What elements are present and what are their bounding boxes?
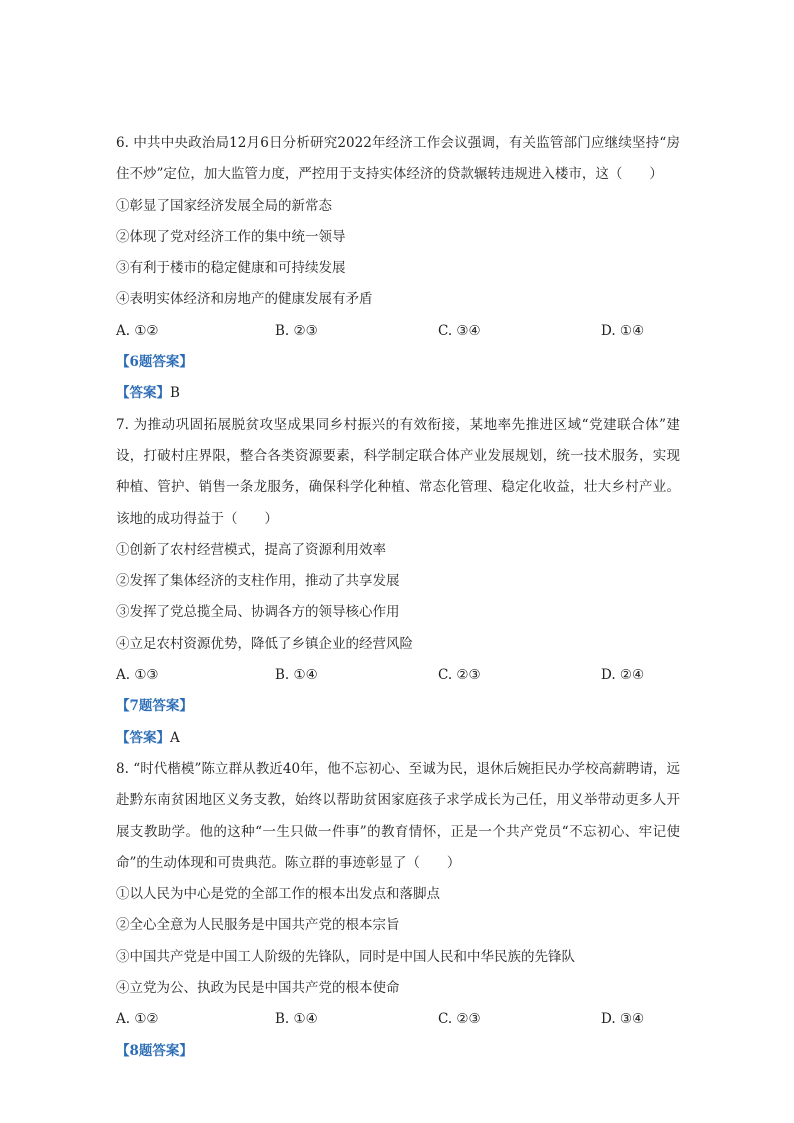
answer-title: 【8题答案】 — [116, 1042, 193, 1059]
option-c: C. ②③ — [438, 667, 481, 684]
answer-line — [116, 723, 680, 754]
statement-item: ④表明实体经济和房地产的健康发展有矛盾 — [116, 291, 373, 308]
question-8 — [116, 754, 680, 1067]
question-7 — [116, 410, 680, 754]
answer-label: 【答案】 — [116, 729, 170, 746]
option-b: B. ②③ — [275, 322, 318, 339]
option-a: A. ①② — [116, 1011, 159, 1028]
options-row — [116, 660, 680, 691]
statement-item: ①创新了农村经营模式，提高了资源利用效率 — [116, 541, 386, 558]
statement-item: ③发挥了党总揽全局、协调各方的领导核心作用 — [116, 604, 400, 621]
option-c: C. ③④ — [438, 322, 481, 339]
statement-item: ②发挥了集体经济的支柱作用，推动了共享发展 — [116, 573, 400, 590]
options-row — [116, 316, 680, 347]
statement-item: ②全心全意为人民服务是中国共产党的根本宗旨 — [116, 917, 400, 934]
question-stem: 7. 为推动巩固拓展脱贫攻坚成果同乡村振兴的有效衔接，某地率先推进区域“党建联合体”建设，打破村庄界限，整合各类资源要素，科学制定联合体产业发展规划，统一技术服务，实现种植、管护、销售一条龙服务，确保科学化种植、常态化管理、稳定化收益，壮大乡村产业。该地的成功得益于（ ） — [116, 416, 680, 527]
options-row — [116, 1004, 680, 1035]
answer-title: 【6题答案】 — [116, 354, 193, 371]
question-6 — [116, 128, 680, 410]
option-b: B. ①④ — [275, 667, 318, 684]
option-c: C. ②③ — [438, 1011, 481, 1028]
statement-item: ②体现了党对经济工作的集中统一领导 — [116, 228, 346, 245]
statement-item: ①彰显了国家经济发展全局的新常态 — [116, 197, 332, 214]
option-a: A. ①② — [116, 322, 159, 339]
option-d: D. ③④ — [601, 1011, 645, 1028]
answer-value: A — [170, 729, 180, 746]
option-b: B. ①④ — [275, 1011, 318, 1028]
answer-title: 【7题答案】 — [116, 698, 193, 715]
option-d: D. ①④ — [601, 322, 645, 339]
answer-label: 【答案】 — [116, 385, 170, 402]
question-stem: 8. “时代楷模”陈立群从教近40年，他不忘初心、至诚为民，退休后婉拒民办学校高薪聘请，远赴黔东南贫困地区义务支教，始终以帮助贫困家庭孩子求学成长为己任，用义举带动更多人开展支教助学。他的这种“一生只做一件事”的教育情怀，正是一个共产党员“不忘初心、牢记使命”的生动体现和可贵典范。陈立群的事迹彰显了（ ） — [116, 760, 680, 871]
statement-item: ①以人民为中心是党的全部工作的根本出发点和落脚点 — [116, 886, 440, 903]
statement-item: ③有利于楼市的稳定健康和可持续发展 — [116, 260, 346, 277]
option-a: A. ①③ — [116, 667, 159, 684]
option-d: D. ②④ — [601, 667, 645, 684]
statement-item: ③中国共产党是中国工人阶级的先锋队，同时是中国人民和中华民族的先锋队 — [116, 948, 575, 965]
answer-line — [116, 378, 680, 409]
question-content — [116, 128, 680, 1067]
statement-item: ④立足农村资源优势，降低了乡镇企业的经营风险 — [116, 635, 413, 652]
question-stem: 6. 中共中央政治局12月6日分析研究2022年经济工作会议强调，有关监管部门应继续坚持“房住不炒”定位，加大监管力度，严控用于支持实体经济的贷款辗转违规进入楼市，这（ ） — [116, 135, 680, 183]
answer-value: B — [170, 385, 180, 402]
statement-item: ④立党为公、执政为民是中国共产党的根本使命 — [116, 980, 400, 997]
